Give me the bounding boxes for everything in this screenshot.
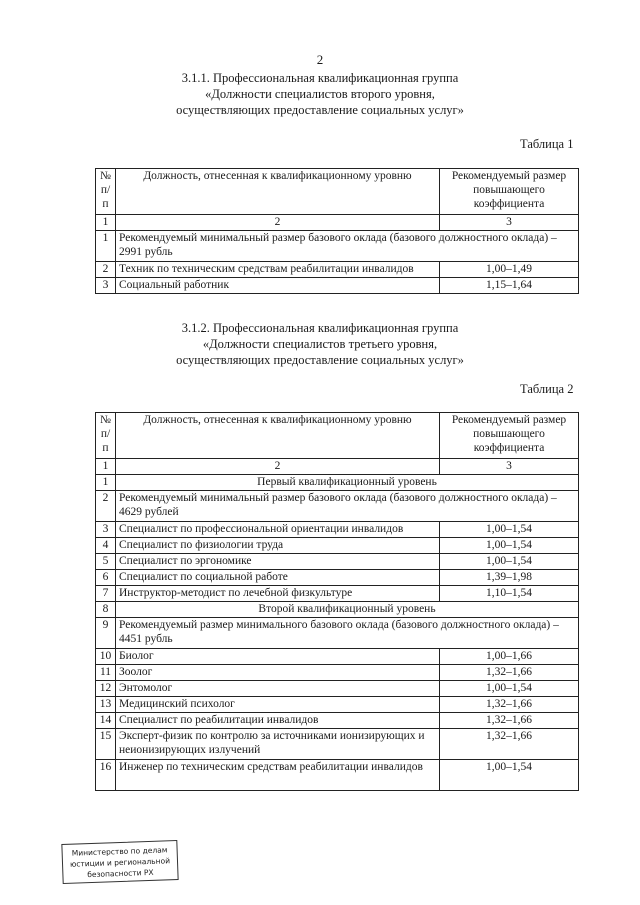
row-number: 14 xyxy=(96,713,116,729)
row-value: 1,32–1,66 xyxy=(440,697,579,713)
colnum-1: 1 xyxy=(96,459,116,475)
row-number: 4 xyxy=(96,538,116,554)
row-text: Эксперт-физик по контролю за источниками ионизирующих и неионизирующих излучений xyxy=(116,729,440,760)
section1-heading xyxy=(0,70,640,118)
row-text: Рекомендуемый минимальный размер базового оклада (базового должностного оклада) – 2991 рубль xyxy=(116,231,579,262)
row-text: Медицинский психолог xyxy=(116,697,440,713)
row-text: Зоолог xyxy=(116,665,440,681)
row-text: Социальный работник xyxy=(116,278,440,294)
row-text: Техник по техническим средствам реабилитации инвалидов xyxy=(116,262,440,278)
row-value: 1,10–1,54 xyxy=(440,586,579,602)
row-value: 1,39–1,98 xyxy=(440,570,579,586)
header-coef: Рекомендуемый размер повышающего коэффициента xyxy=(440,413,579,459)
header-position: Должность, отнесенная к квалификационному уровню xyxy=(116,413,440,459)
row-number: 16 xyxy=(96,760,116,791)
row-number: 2 xyxy=(96,491,116,522)
row-number: 11 xyxy=(96,665,116,681)
colnum-2: 2 xyxy=(116,215,440,231)
row-number: 15 xyxy=(96,729,116,760)
ministry-stamp xyxy=(61,840,178,884)
column-number-row xyxy=(96,459,579,475)
row-number: 10 xyxy=(96,649,116,665)
colnum-2: 2 xyxy=(116,459,440,475)
section1-heading-line: «Должности специалистов второго уровня, xyxy=(205,87,435,101)
header-num: № п/п xyxy=(96,169,116,215)
header-coef: Рекомендуемый размер повышающего коэффициента xyxy=(440,169,579,215)
row-value: 1,32–1,66 xyxy=(440,665,579,681)
table1-caption: Таблица 1 xyxy=(520,137,574,151)
row-number: 3 xyxy=(96,522,116,538)
table-row xyxy=(96,570,579,586)
row-text: Рекомендуемый размер минимального базового оклада (базового должностного оклада) – 4451 рубль xyxy=(116,618,579,649)
row-value: 1,00–1,54 xyxy=(440,522,579,538)
row-value: 1,32–1,66 xyxy=(440,729,579,760)
row-number: 13 xyxy=(96,697,116,713)
table2 xyxy=(95,412,579,791)
row-text: Рекомендуемый минимальный размер базового оклада (базового должностного оклада) – 4629 рублей xyxy=(116,491,579,522)
header-position: Должность, отнесенная к квалификационному уровню xyxy=(116,169,440,215)
table-header-row xyxy=(96,413,579,459)
section2-heading-line: «Должности специалистов третьего уровня, xyxy=(202,337,438,351)
section2-heading xyxy=(0,320,640,368)
table-row xyxy=(96,231,579,262)
row-value: 1,00–1,49 xyxy=(440,262,579,278)
table-row xyxy=(96,262,579,278)
section1-heading-line: осуществляющих предоставление социальных услуг» xyxy=(176,103,464,117)
column-number-row xyxy=(96,215,579,231)
table-row xyxy=(96,491,579,522)
row-text: Специалист по реабилитации инвалидов xyxy=(116,713,440,729)
level-title: Первый квалификационный уровень xyxy=(116,475,579,491)
table-row xyxy=(96,586,579,602)
level-row xyxy=(96,602,579,618)
page-number: 2 xyxy=(316,52,324,67)
table2-caption: Таблица 2 xyxy=(520,382,574,396)
stamp-line: Министерство по делам xyxy=(71,845,168,858)
colnum-1: 1 xyxy=(96,215,116,231)
row-number: 2 xyxy=(96,262,116,278)
table-row xyxy=(96,538,579,554)
row-number: 5 xyxy=(96,554,116,570)
row-number: 6 xyxy=(96,570,116,586)
table-row xyxy=(96,618,579,649)
colnum-3: 3 xyxy=(440,215,579,231)
row-text: Инструктор-методист по лечебной физкультуре xyxy=(116,586,440,602)
row-value: 1,00–1,54 xyxy=(440,760,579,791)
table-row xyxy=(96,665,579,681)
row-text: Инженер по техническим средствам реабилитации инвалидов xyxy=(116,760,440,791)
table-row xyxy=(96,760,579,791)
stamp-line: юстиции и региональной xyxy=(69,856,171,869)
row-number: 9 xyxy=(96,618,116,649)
row-number: 12 xyxy=(96,681,116,697)
row-text: Биолог xyxy=(116,649,440,665)
colnum-3: 3 xyxy=(440,459,579,475)
table-row xyxy=(96,554,579,570)
table1 xyxy=(95,168,579,294)
table-row xyxy=(96,697,579,713)
row-value: 1,32–1,66 xyxy=(440,713,579,729)
row-text: Специалист по эргономике xyxy=(116,554,440,570)
table-row xyxy=(96,713,579,729)
row-text: Специалист по физиологии труда xyxy=(116,538,440,554)
table-header-row xyxy=(96,169,579,215)
row-value: 1,15–1,64 xyxy=(440,278,579,294)
row-value: 1,00–1,54 xyxy=(440,554,579,570)
row-number: 3 xyxy=(96,278,116,294)
table-row xyxy=(96,729,579,760)
level-row xyxy=(96,475,579,491)
table-row xyxy=(96,649,579,665)
row-text: Специалист по профессиональной ориентации инвалидов xyxy=(116,522,440,538)
row-value: 1,00–1,54 xyxy=(440,681,579,697)
table-row xyxy=(96,278,579,294)
row-value: 1,00–1,66 xyxy=(440,649,579,665)
row-number: 1 xyxy=(96,475,116,491)
section1-heading-line: 3.1.1. Профессиональная квалификационная группа xyxy=(181,71,459,85)
row-number: 8 xyxy=(96,602,116,618)
header-num: № п/п xyxy=(96,413,116,459)
row-number: 7 xyxy=(96,586,116,602)
section2-heading-line: 3.1.2. Профессиональная квалификационная группа xyxy=(181,321,459,335)
stamp-line: безопасности РХ xyxy=(87,867,154,880)
table-row xyxy=(96,522,579,538)
row-text: Энтомолог xyxy=(116,681,440,697)
row-text: Специалист по социальной работе xyxy=(116,570,440,586)
section2-heading-line: осуществляющих предоставление социальных услуг» xyxy=(176,353,464,367)
row-value: 1,00–1,54 xyxy=(440,538,579,554)
table-row xyxy=(96,681,579,697)
level-title: Второй квалификационный уровень xyxy=(116,602,579,618)
row-number: 1 xyxy=(96,231,116,262)
